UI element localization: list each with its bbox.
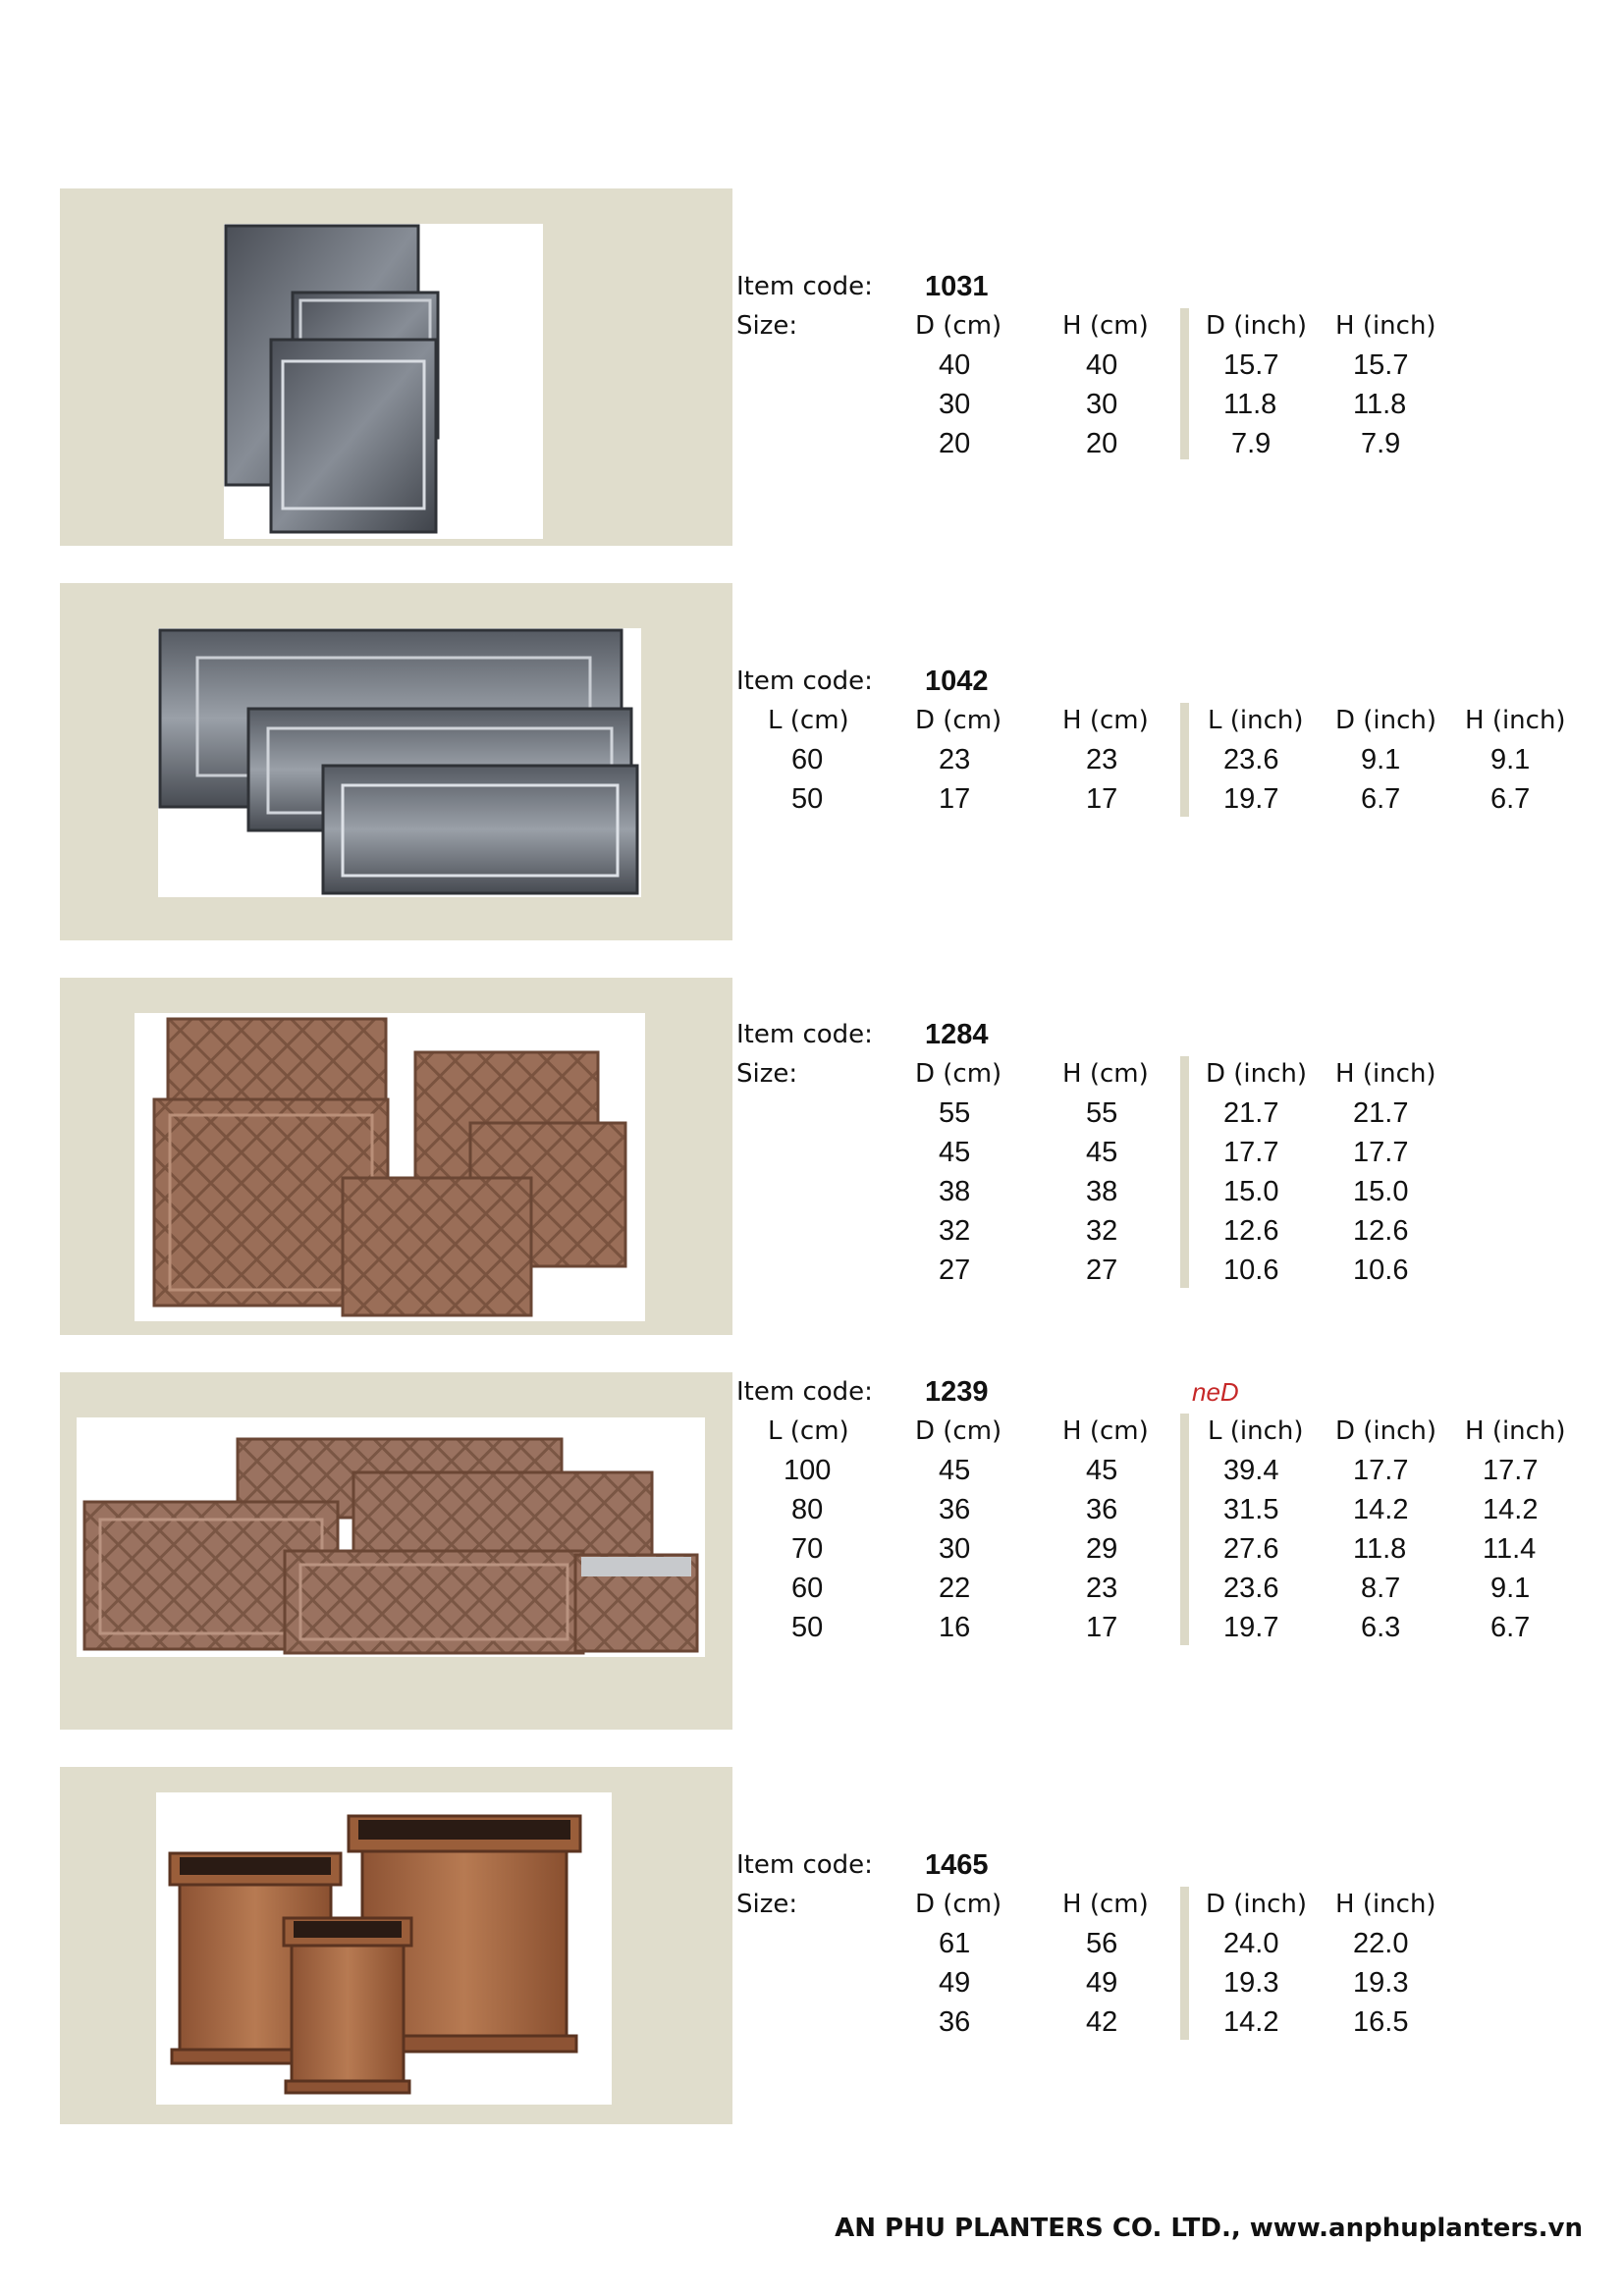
header-h-inch: H (inch) bbox=[1335, 1059, 1436, 1089]
product-panel bbox=[60, 188, 732, 546]
square-metal-planters-illustration bbox=[224, 224, 543, 539]
cell-l-cm: 60 bbox=[791, 1573, 824, 1604]
cell-h-cm: 27 bbox=[1086, 1255, 1118, 1286]
cell-h-inch: 17.7 bbox=[1353, 1137, 1409, 1168]
header-d-inch: D (inch) bbox=[1335, 706, 1437, 735]
header-h-cm: H (cm) bbox=[1062, 311, 1149, 341]
header-d-inch: D (inch) bbox=[1335, 1416, 1437, 1446]
column-divider bbox=[1180, 1887, 1189, 2040]
header-d-cm: D (cm) bbox=[915, 1416, 1002, 1446]
company-footer: AN PHU PLANTERS CO. LTD., www.anphuplanters.vn bbox=[835, 2214, 1583, 2243]
cell-h-cm: 56 bbox=[1086, 1928, 1118, 1959]
item-code-row bbox=[736, 1845, 1600, 1885]
cell-d-cm: 16 bbox=[939, 1612, 971, 1643]
column-divider bbox=[1180, 703, 1189, 817]
cell-d-cm: 20 bbox=[939, 428, 971, 459]
cell-h-inch: 14.2 bbox=[1483, 1494, 1539, 1525]
header-h-cm: H (cm) bbox=[1062, 706, 1149, 735]
cell-d-inch: 19.3 bbox=[1223, 1967, 1279, 1999]
table-row bbox=[736, 1451, 1600, 1490]
item-code-label: Item code: bbox=[736, 1377, 873, 1407]
cell-d-cm: 45 bbox=[939, 1455, 971, 1486]
cell-h-cm: 17 bbox=[1086, 783, 1118, 815]
cell-d-inch: 10.6 bbox=[1223, 1255, 1279, 1286]
cell-h-cm: 45 bbox=[1086, 1455, 1118, 1486]
table-row bbox=[736, 1608, 1600, 1647]
header-h-inch: H (inch) bbox=[1335, 311, 1436, 341]
cell-l-inch: 19.7 bbox=[1223, 1612, 1279, 1643]
cell-l-inch: 23.6 bbox=[1223, 1573, 1279, 1604]
cell-d-cm: 40 bbox=[939, 349, 971, 381]
header-row bbox=[736, 1412, 1600, 1451]
table-row bbox=[736, 2002, 1600, 2042]
item-code-row bbox=[736, 1372, 1600, 1412]
cell-d-cm: 61 bbox=[939, 1928, 971, 1959]
cell-h-inch: 16.5 bbox=[1353, 2006, 1409, 2038]
cell-d-cm: 36 bbox=[939, 1494, 971, 1525]
size-label: Size: bbox=[736, 1059, 798, 1089]
product-photo-planter-set bbox=[224, 224, 543, 539]
header-row bbox=[736, 1054, 1600, 1094]
table-row bbox=[736, 346, 1600, 385]
table-row bbox=[736, 1963, 1600, 2002]
cell-d-cm: 30 bbox=[939, 1533, 971, 1565]
cell-l-cm: 80 bbox=[791, 1494, 824, 1525]
header-d-inch: D (inch) bbox=[1206, 1890, 1308, 1919]
cell-h-inch: 10.6 bbox=[1353, 1255, 1409, 1286]
cell-h-inch: 9.1 bbox=[1490, 744, 1531, 775]
header-h-cm: H (cm) bbox=[1062, 1059, 1149, 1089]
spec-table bbox=[736, 1372, 1600, 1647]
table-row bbox=[736, 779, 1600, 819]
table-row bbox=[736, 1924, 1600, 1963]
spec-table bbox=[736, 267, 1600, 463]
cell-d-cm: 27 bbox=[939, 1255, 971, 1286]
header-d-cm: D (cm) bbox=[915, 706, 1002, 735]
table-row bbox=[736, 1172, 1600, 1211]
item-code-value: 1284 bbox=[925, 1019, 989, 1050]
cell-d-inch: 15.0 bbox=[1223, 1176, 1279, 1207]
cell-h-inch: 17.7 bbox=[1483, 1455, 1539, 1486]
header-d-cm: D (cm) bbox=[915, 311, 1002, 341]
item-code-label: Item code: bbox=[736, 1020, 873, 1049]
table-row bbox=[736, 1094, 1600, 1133]
cell-h-cm: 38 bbox=[1086, 1176, 1118, 1207]
cell-h-inch: 21.7 bbox=[1353, 1097, 1409, 1129]
item-code-label: Item code: bbox=[736, 1850, 873, 1880]
cell-h-cm: 30 bbox=[1086, 389, 1118, 420]
table-row bbox=[736, 1490, 1600, 1529]
header-d-inch: D (inch) bbox=[1206, 1059, 1308, 1089]
table-row bbox=[736, 740, 1600, 779]
cell-h-cm: 42 bbox=[1086, 2006, 1118, 2038]
size-label: Size: bbox=[736, 311, 798, 341]
size-label: Size: bbox=[736, 1890, 798, 1919]
item-code-label: Item code: bbox=[736, 667, 873, 696]
header-d-cm: D (cm) bbox=[915, 1890, 1002, 1919]
spec-table bbox=[736, 1845, 1600, 2042]
cell-d-cm: 45 bbox=[939, 1137, 971, 1168]
cell-d-cm: 30 bbox=[939, 389, 971, 420]
cell-l-cm: 60 bbox=[791, 744, 824, 775]
cell-h-cm: 36 bbox=[1086, 1494, 1118, 1525]
cell-d-cm: 22 bbox=[939, 1573, 971, 1604]
cell-l-inch: 27.6 bbox=[1223, 1533, 1279, 1565]
table-row bbox=[736, 1211, 1600, 1251]
cell-h-inch: 7.9 bbox=[1361, 428, 1401, 459]
item-code-value: 1239 bbox=[925, 1376, 989, 1408]
item-code-value: 1042 bbox=[925, 666, 989, 697]
cell-d-inch: 6.7 bbox=[1361, 783, 1401, 815]
cell-d-inch: 15.7 bbox=[1223, 349, 1279, 381]
cell-l-cm: 70 bbox=[791, 1533, 824, 1565]
cell-d-inch: 21.7 bbox=[1223, 1097, 1279, 1129]
item-code-value: 1465 bbox=[925, 1849, 989, 1881]
cell-h-cm: 23 bbox=[1086, 744, 1118, 775]
cell-d-inch: 11.8 bbox=[1223, 389, 1277, 420]
spec-table bbox=[736, 1015, 1600, 1290]
cell-h-cm: 17 bbox=[1086, 1612, 1118, 1643]
cell-d-cm: 49 bbox=[939, 1967, 971, 1999]
table-row bbox=[736, 385, 1600, 424]
rimmed-copper-planters-illustration bbox=[156, 1792, 612, 2105]
table-row bbox=[736, 424, 1600, 463]
cell-l-cm: 50 bbox=[791, 783, 824, 815]
header-h-cm: H (cm) bbox=[1062, 1890, 1149, 1919]
lattice-cube-planters-illustration bbox=[135, 1013, 645, 1321]
table-row bbox=[736, 1569, 1600, 1608]
cell-d-inch: 12.6 bbox=[1223, 1215, 1279, 1247]
cell-h-cm: 45 bbox=[1086, 1137, 1118, 1168]
cell-d-inch: 8.7 bbox=[1361, 1573, 1401, 1604]
header-l-inch: L (inch) bbox=[1208, 1416, 1304, 1446]
product-panel bbox=[60, 978, 732, 1335]
cell-h-inch: 22.0 bbox=[1353, 1928, 1409, 1959]
cell-h-cm: 49 bbox=[1086, 1967, 1118, 1999]
product-photo-planter-set bbox=[135, 1013, 645, 1321]
cell-h-inch: 6.7 bbox=[1490, 1612, 1531, 1643]
cell-l-inch: 19.7 bbox=[1223, 783, 1279, 815]
header-l-cm: L (cm) bbox=[768, 706, 849, 735]
header-h-inch: H (inch) bbox=[1335, 1890, 1436, 1919]
cell-d-cm: 55 bbox=[939, 1097, 971, 1129]
item-code-row bbox=[736, 267, 1600, 306]
product-photo-planter-set bbox=[77, 1417, 705, 1657]
cell-d-inch: 6.3 bbox=[1361, 1612, 1401, 1643]
cell-d-inch: 11.8 bbox=[1353, 1533, 1407, 1565]
cell-h-inch: 15.0 bbox=[1353, 1176, 1409, 1207]
cell-h-cm: 29 bbox=[1086, 1533, 1118, 1565]
product-photo-planter-set bbox=[158, 628, 641, 897]
product-panel bbox=[60, 583, 732, 940]
column-divider bbox=[1180, 1056, 1189, 1288]
item-code-label: Item code: bbox=[736, 272, 873, 301]
cell-d-cm: 32 bbox=[939, 1215, 971, 1247]
cell-d-inch: 14.2 bbox=[1223, 2006, 1279, 2038]
spec-table bbox=[736, 662, 1600, 819]
cell-h-inch: 9.1 bbox=[1490, 1573, 1531, 1604]
product-panel bbox=[60, 1372, 732, 1730]
product-photo-planter-set bbox=[156, 1792, 612, 2105]
cell-d-cm: 23 bbox=[939, 744, 971, 775]
cell-l-inch: 39.4 bbox=[1223, 1455, 1279, 1486]
cell-h-cm: 23 bbox=[1086, 1573, 1118, 1604]
header-row bbox=[736, 701, 1600, 740]
cell-h-inch: 12.6 bbox=[1353, 1215, 1409, 1247]
cell-l-cm: 50 bbox=[791, 1612, 824, 1643]
cell-h-inch: 6.7 bbox=[1490, 783, 1531, 815]
header-h-cm: H (cm) bbox=[1062, 1416, 1149, 1446]
cell-l-inch: 23.6 bbox=[1223, 744, 1279, 775]
cell-d-inch: 17.7 bbox=[1353, 1455, 1409, 1486]
annotation-note: neD bbox=[1192, 1377, 1239, 1407]
cell-h-cm: 55 bbox=[1086, 1097, 1118, 1129]
header-d-inch: D (inch) bbox=[1206, 311, 1308, 341]
cell-h-inch: 11.4 bbox=[1483, 1533, 1537, 1565]
product-panel bbox=[60, 1767, 732, 2124]
cell-h-cm: 32 bbox=[1086, 1215, 1118, 1247]
cell-l-cm: 100 bbox=[784, 1455, 832, 1486]
column-divider bbox=[1180, 308, 1189, 459]
cell-d-cm: 17 bbox=[939, 783, 971, 815]
header-h-inch: H (inch) bbox=[1465, 706, 1566, 735]
cell-h-inch: 15.7 bbox=[1353, 349, 1409, 381]
header-row bbox=[736, 1885, 1600, 1924]
cell-l-inch: 31.5 bbox=[1223, 1494, 1279, 1525]
header-l-inch: L (inch) bbox=[1208, 706, 1304, 735]
column-divider bbox=[1180, 1414, 1189, 1645]
cell-d-cm: 36 bbox=[939, 2006, 971, 2038]
header-row bbox=[736, 306, 1600, 346]
table-row bbox=[736, 1133, 1600, 1172]
cell-d-cm: 38 bbox=[939, 1176, 971, 1207]
cell-d-inch: 9.1 bbox=[1361, 744, 1401, 775]
cell-h-cm: 20 bbox=[1086, 428, 1118, 459]
table-row bbox=[736, 1251, 1600, 1290]
cell-d-inch: 7.9 bbox=[1231, 428, 1272, 459]
header-d-cm: D (cm) bbox=[915, 1059, 1002, 1089]
item-code-row bbox=[736, 662, 1600, 701]
cell-h-cm: 40 bbox=[1086, 349, 1118, 381]
trough-metal-planters-illustration bbox=[158, 628, 641, 897]
item-code-row bbox=[736, 1015, 1600, 1054]
cell-d-inch: 24.0 bbox=[1223, 1928, 1279, 1959]
header-h-inch: H (inch) bbox=[1465, 1416, 1566, 1446]
lattice-trough-planters-illustration bbox=[77, 1417, 705, 1657]
cell-d-inch: 14.2 bbox=[1353, 1494, 1409, 1525]
item-code-value: 1031 bbox=[925, 271, 989, 302]
cell-h-inch: 19.3 bbox=[1353, 1967, 1409, 1999]
cell-h-inch: 11.8 bbox=[1353, 389, 1407, 420]
table-row bbox=[736, 1529, 1600, 1569]
header-l-cm: L (cm) bbox=[768, 1416, 849, 1446]
cell-d-inch: 17.7 bbox=[1223, 1137, 1279, 1168]
